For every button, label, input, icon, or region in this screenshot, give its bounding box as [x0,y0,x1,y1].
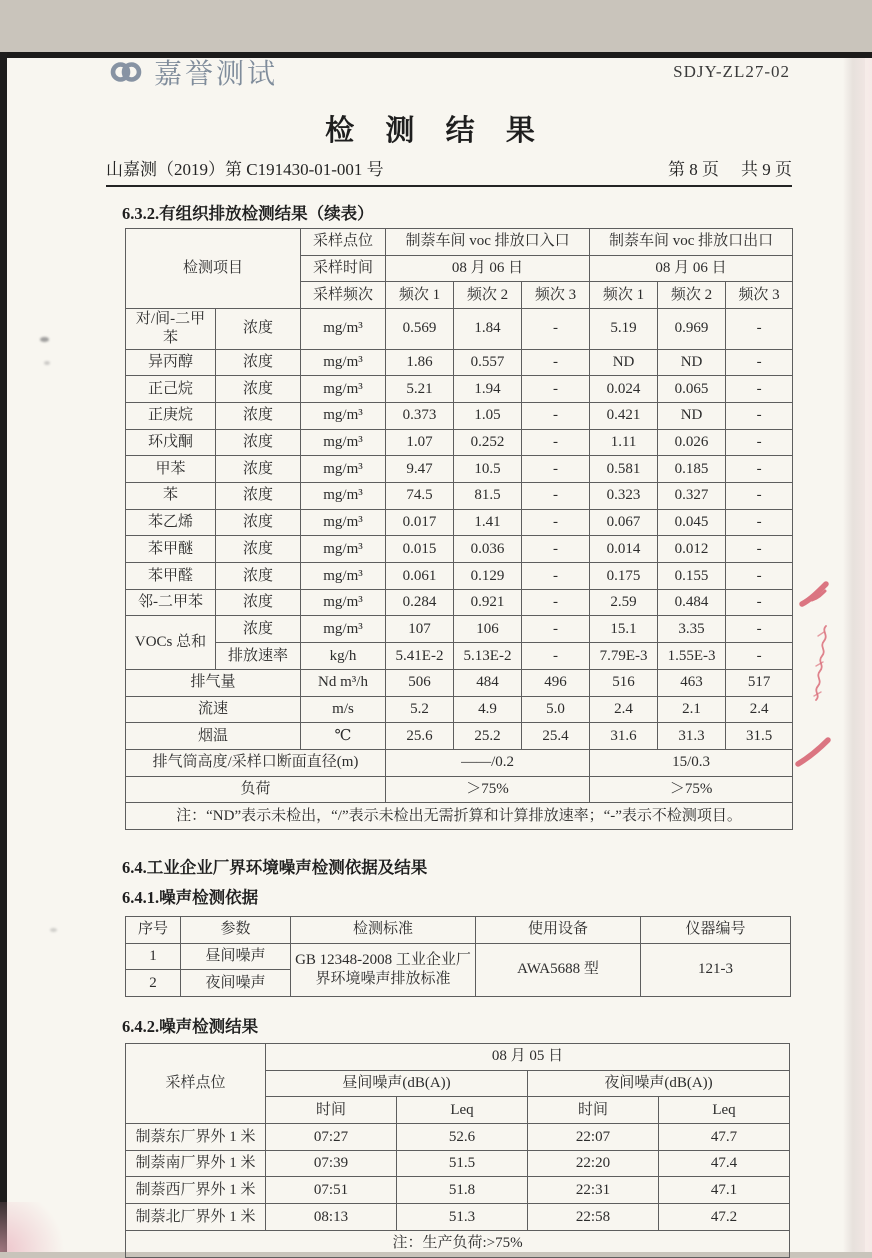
interlocked-knot-logo-icon [106,52,146,92]
value: 5.21 [386,376,454,403]
header-cell: 参数 [181,916,291,943]
value: 51.5 [397,1150,528,1177]
value: - [726,376,793,403]
value: 0.252 [454,429,522,456]
page-total: 共 9 页 [741,160,792,179]
table-row [126,803,793,830]
value: 0.323 [590,483,658,510]
value: 07:51 [266,1177,397,1204]
table-row [126,1204,790,1231]
unit: ℃ [301,723,386,750]
value: 47.2 [659,1204,790,1231]
value: 463 [658,669,726,696]
value: 5.19 [590,309,658,350]
sample-point: 制萘南厂界外 1 米 [126,1150,266,1177]
document-code: SDJY-ZL27-02 [673,62,790,81]
value: - [522,349,590,376]
item-name: 甲苯 [126,456,216,483]
value: 0.327 [658,483,726,510]
table-row [126,616,793,643]
value: ND [658,402,726,429]
param: 浓度 [216,402,301,429]
unit: kg/h [301,643,386,670]
param: 浓度 [216,349,301,376]
value: - [522,589,590,616]
header-cell: 采样频次 [301,282,386,309]
value: 0.012 [658,536,726,563]
item-name: 烟温 [126,723,301,750]
value: 0.065 [658,376,726,403]
header-cell: 08 月 06 日 [590,255,793,282]
table-row [126,589,793,616]
table-row [126,309,793,350]
value: - [726,309,793,350]
value: 47.4 [659,1150,790,1177]
table-row [126,723,793,750]
report-reference-row [106,155,792,187]
param: 浓度 [216,309,301,350]
unit: m/s [301,696,386,723]
param: 浓度 [216,589,301,616]
header-cell: 检测标准 [291,916,476,943]
value: 1.41 [454,509,522,536]
section-heading-632: 6.3.2.有组织排放检测结果（续表） [122,204,374,223]
unit: mg/m³ [301,616,386,643]
value: 106 [454,616,522,643]
value: 0.373 [386,402,454,429]
table-row [126,916,791,943]
table-row [126,669,793,696]
value: 25.4 [522,723,590,750]
value: - [726,456,793,483]
param: 浓度 [216,376,301,403]
value: 0.155 [658,563,726,590]
header-cell: 采样时间 [301,255,386,282]
value: 5.2 [386,696,454,723]
value: 31.3 [658,723,726,750]
param: 浓度 [216,429,301,456]
header-cell: 频次 3 [726,282,793,309]
value: 2.1 [658,696,726,723]
value: 0.175 [590,563,658,590]
value: 15.1 [590,616,658,643]
value: 07:27 [266,1124,397,1151]
value: 2.4 [590,696,658,723]
value: - [726,643,793,670]
header-cell: Leq [659,1097,790,1124]
value: 0.045 [658,509,726,536]
value: 484 [454,669,522,696]
value: 10.5 [454,456,522,483]
handwritten-red-marks [792,578,850,778]
value: 5.13E-2 [454,643,522,670]
value: 0.024 [590,376,658,403]
value: 47.7 [659,1124,790,1151]
header-cell: 采样点位 [126,1044,266,1124]
scanner-edge-top [0,52,872,58]
item-name: 邻-二甲苯 [126,589,216,616]
value: 0.969 [658,309,726,350]
row-number: 2 [126,970,181,997]
value: ND [658,349,726,376]
header-cell: 频次 1 [386,282,454,309]
value: 22:07 [528,1124,659,1151]
item-name: 正己烷 [126,376,216,403]
table-row [126,483,793,510]
unit: mg/m³ [301,589,386,616]
value: ——/0.2 [386,749,590,776]
value: 51.3 [397,1204,528,1231]
value: 0.036 [454,536,522,563]
header-cell: 制萘车间 voc 排放口入口 [386,229,590,256]
header-cell: 频次 3 [522,282,590,309]
page-title: 检 测 结 果 [325,115,547,147]
header-cell: 时间 [266,1097,397,1124]
value: 07:39 [266,1150,397,1177]
row-number: 1 [126,943,181,970]
unit: Nd m³/h [301,669,386,696]
header-cell: 检测项目 [126,229,301,309]
item-name: 苯乙烯 [126,509,216,536]
value: - [726,483,793,510]
item-name: VOCs 总和 [126,616,216,669]
param: 浓度 [216,483,301,510]
unit: mg/m³ [301,456,386,483]
value: 516 [590,669,658,696]
value: 25.2 [454,723,522,750]
table-row [126,749,793,776]
table-row [126,1044,790,1071]
value: - [522,563,590,590]
param: 浓度 [216,563,301,590]
header-cell: 使用设备 [476,916,641,943]
value: 81.5 [454,483,522,510]
item-name: 苯 [126,483,216,510]
item-name: 正庚烷 [126,402,216,429]
company-name: 嘉誉测试 [154,58,279,89]
table-row [126,376,793,403]
value: 0.421 [590,402,658,429]
section-heading-64: 6.4.工业企业厂界环境噪声检测依据及结果 [122,857,428,877]
value: 0.557 [454,349,522,376]
value: 0.284 [386,589,454,616]
value: 0.569 [386,309,454,350]
value: 107 [386,616,454,643]
company-logo [106,52,278,92]
value: - [726,402,793,429]
header-cell: 频次 2 [454,282,522,309]
value: 0.014 [590,536,658,563]
param: 排放速率 [216,643,301,670]
table-row [126,402,793,429]
value: ＞75% [386,776,590,803]
value: 7.79E-3 [590,643,658,670]
table-row [126,563,793,590]
table-row [126,229,793,256]
scan-corner-artifact [0,1202,70,1252]
value: 31.5 [726,723,793,750]
value: - [522,402,590,429]
noise-basis-table [125,916,791,997]
value: 51.8 [397,1177,528,1204]
header-cell: 昼间噪声(dB(A)) [266,1070,528,1097]
value: 517 [726,669,793,696]
value: 1.94 [454,376,522,403]
value: 2.4 [726,696,793,723]
value: 5.41E-2 [386,643,454,670]
table-row [126,349,793,376]
unit: mg/m³ [301,349,386,376]
table-row [126,429,793,456]
table-row [126,1150,790,1177]
table-row [126,1230,790,1257]
scanned-report-page [0,52,872,1252]
table-row [126,1124,790,1151]
value: 31.6 [590,723,658,750]
value: - [522,536,590,563]
unit: mg/m³ [301,309,386,350]
report-number: 山嘉测（2019）第 C191430-01-001 号 [106,160,384,179]
param: 浓度 [216,536,301,563]
table-row [126,509,793,536]
value: 1.11 [590,429,658,456]
unit: mg/m³ [301,563,386,590]
value: 0.581 [590,456,658,483]
table-row [126,643,793,670]
value: 9.47 [386,456,454,483]
value: 0.129 [454,563,522,590]
value: 4.9 [454,696,522,723]
value: 0.067 [590,509,658,536]
item-name: 排气量 [126,669,301,696]
value: 0.921 [454,589,522,616]
param: 浓度 [216,509,301,536]
value: ND [590,349,658,376]
table-note: 注：生产负荷:>75% [126,1230,790,1257]
value: - [522,643,590,670]
value: 25.6 [386,723,454,750]
scanner-edge-left [0,52,7,1252]
table-row [126,943,791,970]
value: - [522,309,590,350]
value: - [726,563,793,590]
param: 夜间噪声 [181,970,291,997]
value: 0.061 [386,563,454,590]
value: - [522,483,590,510]
section-heading-642: 6.4.2.噪声检测结果 [122,1017,259,1036]
item-name: 苯甲醛 [126,563,216,590]
section-heading-641: 6.4.1.噪声检测依据 [122,887,259,907]
value: 1.84 [454,309,522,350]
item-name: 流速 [126,696,301,723]
item-name: 苯甲醚 [126,536,216,563]
device-number: 121-3 [641,943,791,996]
sample-point: 制萘西厂界外 1 米 [126,1177,266,1204]
header-cell: 采样点位 [301,229,386,256]
header-cell: 序号 [126,916,181,943]
header-cell: 频次 1 [590,282,658,309]
header-cell: 时间 [528,1097,659,1124]
unit: mg/m³ [301,429,386,456]
value: 22:31 [528,1177,659,1204]
value: 3.35 [658,616,726,643]
emission-results-table [125,228,793,830]
item-name: 负荷 [126,776,386,803]
value: ＞75% [590,776,793,803]
unit: mg/m³ [301,402,386,429]
value: - [522,376,590,403]
header-cell: 仪器编号 [641,916,791,943]
ink-smudge [44,361,50,365]
value: 1.55E-3 [658,643,726,670]
page-current: 第 8 页 [668,160,719,179]
value: 2.59 [590,589,658,616]
table-row [126,1177,790,1204]
param: 昼间噪声 [181,943,291,970]
standard: GB 12348-2008 工业企业厂界环境噪声排放标准 [291,943,476,996]
value: 496 [522,669,590,696]
value: - [726,429,793,456]
table-note: 注：“ND”表示未检出，“/”表示未检出无需折算和计算排放速率；“-”表示不检测项目。 [126,803,793,830]
header-cell: 频次 2 [658,282,726,309]
value: - [522,429,590,456]
page-indicator [668,155,792,180]
value: - [522,616,590,643]
value: 1.05 [454,402,522,429]
unit: mg/m³ [301,536,386,563]
unit: mg/m³ [301,483,386,510]
item-name: 异丙醇 [126,349,216,376]
sample-point: 制萘北厂界外 1 米 [126,1204,266,1231]
table-row [126,696,793,723]
value: - [726,616,793,643]
value: 5.0 [522,696,590,723]
table-row [126,776,793,803]
value: 0.484 [658,589,726,616]
value: 0.015 [386,536,454,563]
value: 0.185 [658,456,726,483]
value: 506 [386,669,454,696]
item-name: 环戊酮 [126,429,216,456]
param: 浓度 [216,456,301,483]
value: - [726,536,793,563]
sample-point: 制萘东厂界外 1 米 [126,1124,266,1151]
header-cell: 08 月 06 日 [386,255,590,282]
value: 15/0.3 [590,749,793,776]
value: - [522,456,590,483]
device: AWA5688 型 [476,943,641,996]
value: - [522,509,590,536]
header-cell: 夜间噪声(dB(A)) [528,1070,790,1097]
unit: mg/m³ [301,376,386,403]
value: 74.5 [386,483,454,510]
report-header [106,52,790,92]
item-name: 对/间-二甲苯 [126,309,216,350]
value: 1.07 [386,429,454,456]
value: - [726,589,793,616]
value: 0.026 [658,429,726,456]
ink-smudge [40,337,49,342]
header-cell: 制萘车间 voc 排放口出口 [590,229,793,256]
param: 浓度 [216,616,301,643]
value: 0.017 [386,509,454,536]
ink-smudge [50,928,57,932]
header-cell: Leq [397,1097,528,1124]
table-row [126,536,793,563]
value: - [726,509,793,536]
value: 22:58 [528,1204,659,1231]
unit: mg/m³ [301,509,386,536]
value: 22:20 [528,1150,659,1177]
noise-results-table [125,1043,790,1258]
value: 1.86 [386,349,454,376]
value: 47.1 [659,1177,790,1204]
value: 08:13 [266,1204,397,1231]
table-row [126,456,793,483]
value: - [726,349,793,376]
header-cell: 08 月 05 日 [266,1044,790,1071]
value: 52.6 [397,1124,528,1151]
item-name: 排气筒高度/采样口断面直径(m) [126,749,386,776]
